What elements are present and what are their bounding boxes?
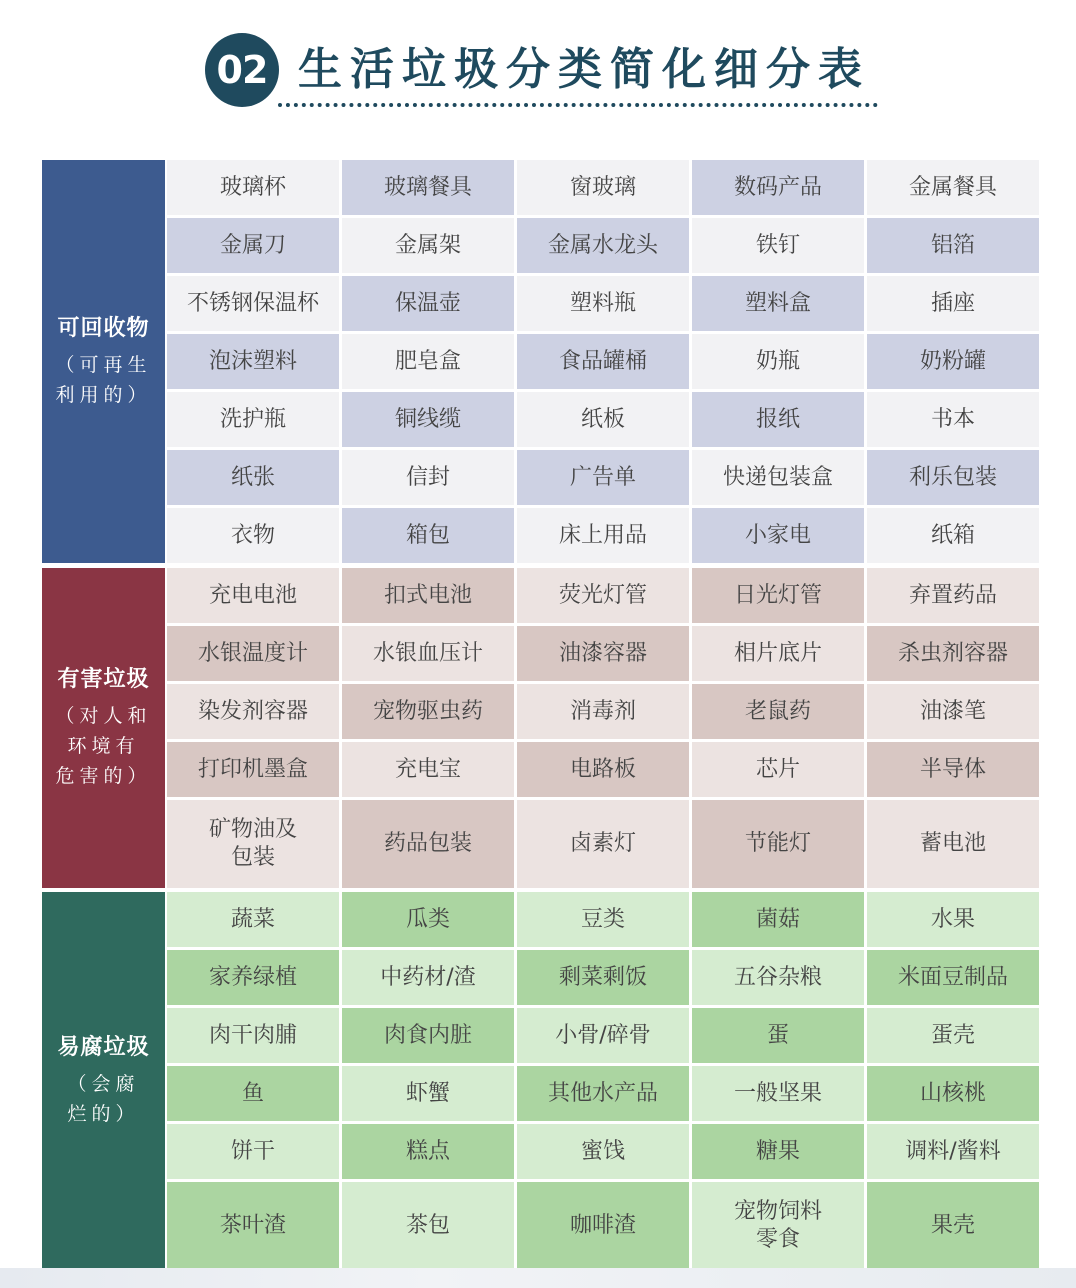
- table-cell: 水果: [867, 892, 1039, 947]
- table-cell: 宠物驱虫药: [342, 684, 514, 739]
- table-cell: 充电宝: [342, 742, 514, 797]
- table-cell: 弃置药品: [867, 568, 1039, 623]
- table-cell: 金属刀: [167, 218, 339, 273]
- table-cell: 数码产品: [692, 160, 864, 215]
- table-cell: 糕点: [342, 1124, 514, 1179]
- table-cell: 插座: [867, 276, 1039, 331]
- category-name: 可回收物: [57, 315, 150, 341]
- table-cell: 打印机墨盒: [167, 742, 339, 797]
- table-cell: 广告单: [517, 450, 689, 505]
- table-cell: 纸箱: [867, 508, 1039, 563]
- table-cell: 山核桃: [867, 1066, 1039, 1121]
- table-cell: 奶瓶: [692, 334, 864, 389]
- table-cell: 鱼: [167, 1066, 339, 1121]
- table-cell: 奶粉罐: [867, 334, 1039, 389]
- table-cell: 报纸: [692, 392, 864, 447]
- header: [0, 0, 1076, 140]
- table-cell: 铁钉: [692, 218, 864, 273]
- table-cell: 荧光灯管: [517, 568, 689, 623]
- table-cell: 利乐包装: [867, 450, 1039, 505]
- table-cell: 小家电: [692, 508, 864, 563]
- table-cell: 保温壶: [342, 276, 514, 331]
- table-cell: 肥皂盒: [342, 334, 514, 389]
- category-label: [42, 160, 165, 563]
- table-cell: 塑料瓶: [517, 276, 689, 331]
- table-cell: 肉食内脏: [342, 1008, 514, 1063]
- table-cell: 染发剂容器: [167, 684, 339, 739]
- table-cell: 快递包装盒: [692, 450, 864, 505]
- category-description: （可再生 利用的）: [55, 353, 152, 406]
- table-cell: 肉干肉脯: [167, 1008, 339, 1063]
- section-per: [42, 892, 1037, 1270]
- table-cell: 玻璃杯: [167, 160, 339, 215]
- category-label: [42, 568, 165, 888]
- table-cell: 虾蟹: [342, 1066, 514, 1121]
- table-cell: 矿物油及 包装: [167, 800, 339, 888]
- table-cell: 金属水龙头: [517, 218, 689, 273]
- table-cell: 咖啡渣: [517, 1182, 689, 1270]
- section-number-badge: 02: [205, 33, 279, 107]
- table-cell: 杀虫剂容器: [867, 626, 1039, 681]
- table-cell: 食品罐桶: [517, 334, 689, 389]
- table-cell: 菌菇: [692, 892, 864, 947]
- table-cell: 卤素灯: [517, 800, 689, 888]
- section-rec: [42, 160, 1037, 563]
- table-cell: 窗玻璃: [517, 160, 689, 215]
- table-cell: 茶叶渣: [167, 1182, 339, 1270]
- table-cell: 蓄电池: [867, 800, 1039, 888]
- table-cell: 家养绿植: [167, 950, 339, 1005]
- table-cell: 水银血压计: [342, 626, 514, 681]
- table-cell: 芯片: [692, 742, 864, 797]
- table-cell: 相片底片: [692, 626, 864, 681]
- category-name: 易腐垃圾: [57, 1035, 150, 1060]
- table-cell: 金属架: [342, 218, 514, 273]
- table-cell: 其他水产品: [517, 1066, 689, 1121]
- table-cell: 电路板: [517, 742, 689, 797]
- category-name: 有害垃圾: [57, 667, 150, 692]
- title-underline-dots: [278, 103, 878, 107]
- table-cell: 不锈钢保温杯: [167, 276, 339, 331]
- table-cell: 糖果: [692, 1124, 864, 1179]
- table-cell: 箱包: [342, 508, 514, 563]
- table-cell: 瓜类: [342, 892, 514, 947]
- category-description: （对人和 环境有 危害的）: [55, 705, 152, 787]
- item-grid: [165, 160, 1039, 563]
- table-cell: 节能灯: [692, 800, 864, 888]
- table-cell: 一般坚果: [692, 1066, 864, 1121]
- table-cell: 米面豆制品: [867, 950, 1039, 1005]
- table-cell: 衣物: [167, 508, 339, 563]
- table-cell: 纸张: [167, 450, 339, 505]
- table-cell: 茶包: [342, 1182, 514, 1270]
- table-cell: 泡沫塑料: [167, 334, 339, 389]
- table-cell: 信封: [342, 450, 514, 505]
- item-grid: [165, 568, 1039, 888]
- section-haz: [42, 568, 1037, 888]
- table-cell: 消毒剂: [517, 684, 689, 739]
- table-cell: 日光灯管: [692, 568, 864, 623]
- table-cell: 扣式电池: [342, 568, 514, 623]
- table-cell: 铝箔: [867, 218, 1039, 273]
- table-cell: 药品包装: [342, 800, 514, 888]
- table-cell: 充电电池: [167, 568, 339, 623]
- table-cell: 半导体: [867, 742, 1039, 797]
- table-cell: 塑料盒: [692, 276, 864, 331]
- table-cell: 老鼠药: [692, 684, 864, 739]
- table-cell: 铜线缆: [342, 392, 514, 447]
- table-cell: 油漆容器: [517, 626, 689, 681]
- table-cell: 五谷杂粮: [692, 950, 864, 1005]
- table-cell: 纸板: [517, 392, 689, 447]
- category-description: （会腐 烂的）: [67, 1073, 140, 1125]
- table-cell: 中药材/渣: [342, 950, 514, 1005]
- table-cell: 洗护瓶: [167, 392, 339, 447]
- item-grid: [165, 892, 1039, 1270]
- table-cell: 小骨/碎骨: [517, 1008, 689, 1063]
- table-cell: 蛋: [692, 1008, 864, 1063]
- table-cell: 玻璃餐具: [342, 160, 514, 215]
- table-cell: 书本: [867, 392, 1039, 447]
- table-cell: 油漆笔: [867, 684, 1039, 739]
- table-cell: 剩菜剩饭: [517, 950, 689, 1005]
- background-decoration: [0, 1268, 1076, 1288]
- table-cell: 蛋壳: [867, 1008, 1039, 1063]
- table-cell: 金属餐具: [867, 160, 1039, 215]
- table-cell: 蔬菜: [167, 892, 339, 947]
- table-cell: 豆类: [517, 892, 689, 947]
- table-cell: 饼干: [167, 1124, 339, 1179]
- table-cell: 宠物饲料 零食: [692, 1182, 864, 1270]
- category-label: [42, 892, 165, 1270]
- table-cell: 蜜饯: [517, 1124, 689, 1179]
- table-cell: 水银温度计: [167, 626, 339, 681]
- table-cell: 床上用品: [517, 508, 689, 563]
- page-title: 生活垃圾分类简化细分表: [298, 44, 870, 95]
- table-cell: 调料/酱料: [867, 1124, 1039, 1179]
- table-cell: 果壳: [867, 1182, 1039, 1270]
